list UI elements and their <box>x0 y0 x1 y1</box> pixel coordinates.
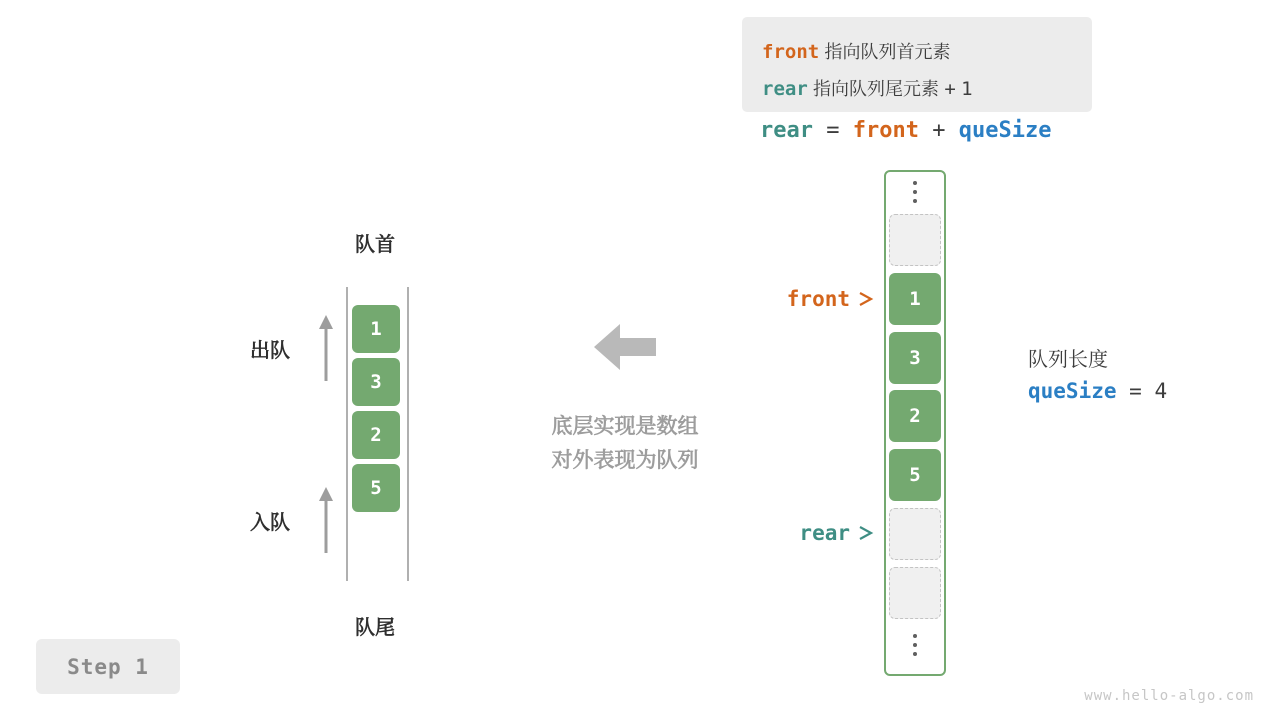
rear-keyword: rear <box>762 78 808 100</box>
rear-formula <box>760 118 1051 143</box>
array-cell: 1 <box>889 273 941 325</box>
rear-pointer-label: rear <box>799 521 850 545</box>
dequeue-arrow-icon <box>316 315 336 381</box>
quesize-equals: = <box>1129 379 1142 403</box>
dequeue-label: 出队 <box>250 340 290 362</box>
array-cell: 2 <box>889 390 941 442</box>
note-line-front <box>762 34 1092 71</box>
enqueue-label: 入队 <box>250 512 290 534</box>
queue-rail-right <box>407 287 409 581</box>
pointer-definition-note <box>742 17 1092 112</box>
formula-equals: = <box>826 118 840 143</box>
queue-cell: 3 <box>352 358 400 406</box>
queue-cell: 1 <box>352 305 400 353</box>
queue-length-label: 队列长度 <box>1028 349 1108 371</box>
front-keyword: front <box>762 41 820 63</box>
middle-caption-line2: 对外表现为队列 <box>551 449 699 472</box>
queue-rail-left <box>346 287 348 581</box>
queue-cell: 5 <box>352 464 400 512</box>
array-cell <box>889 214 941 266</box>
array-cell <box>889 508 941 560</box>
formula-front: front <box>852 118 919 143</box>
queue-cell: 2 <box>352 411 400 459</box>
enqueue-arrow-icon <box>316 487 336 553</box>
front-description: 指向队列首元素 <box>824 42 951 62</box>
middle-caption-line1: 底层实现是数组 <box>551 415 699 438</box>
rear-description: 指向队列尾元素 <box>813 79 940 99</box>
queue-tail-label: 队尾 <box>355 617 395 639</box>
middle-caption <box>500 410 750 478</box>
quesize-value: 4 <box>1154 379 1168 403</box>
front-pointer-arrow-icon <box>858 292 874 306</box>
formula-plus: + <box>932 118 946 143</box>
rear-pointer-arrow-icon <box>858 526 874 540</box>
formula-quesize: queSize <box>958 118 1052 143</box>
quesize-variable: queSize <box>1028 379 1117 403</box>
array-cell <box>889 567 941 619</box>
note-line-rear <box>762 71 1092 108</box>
rear-offset-value: 1 <box>961 78 973 100</box>
queue-head-label: 队首 <box>355 234 395 256</box>
vertical-dots-icon <box>889 175 941 209</box>
vertical-dots-icon <box>889 628 941 662</box>
array-cell: 5 <box>889 449 941 501</box>
rear-plus-operator: + <box>944 78 956 100</box>
array-cell: 3 <box>889 332 941 384</box>
left-arrow-icon <box>594 320 656 374</box>
step-badge: Step 1 <box>36 639 180 694</box>
front-pointer-label: front <box>786 287 850 311</box>
formula-rear: rear <box>760 118 813 143</box>
watermark: www.hello-algo.com <box>1084 688 1254 704</box>
quesize-expression <box>1028 379 1167 403</box>
